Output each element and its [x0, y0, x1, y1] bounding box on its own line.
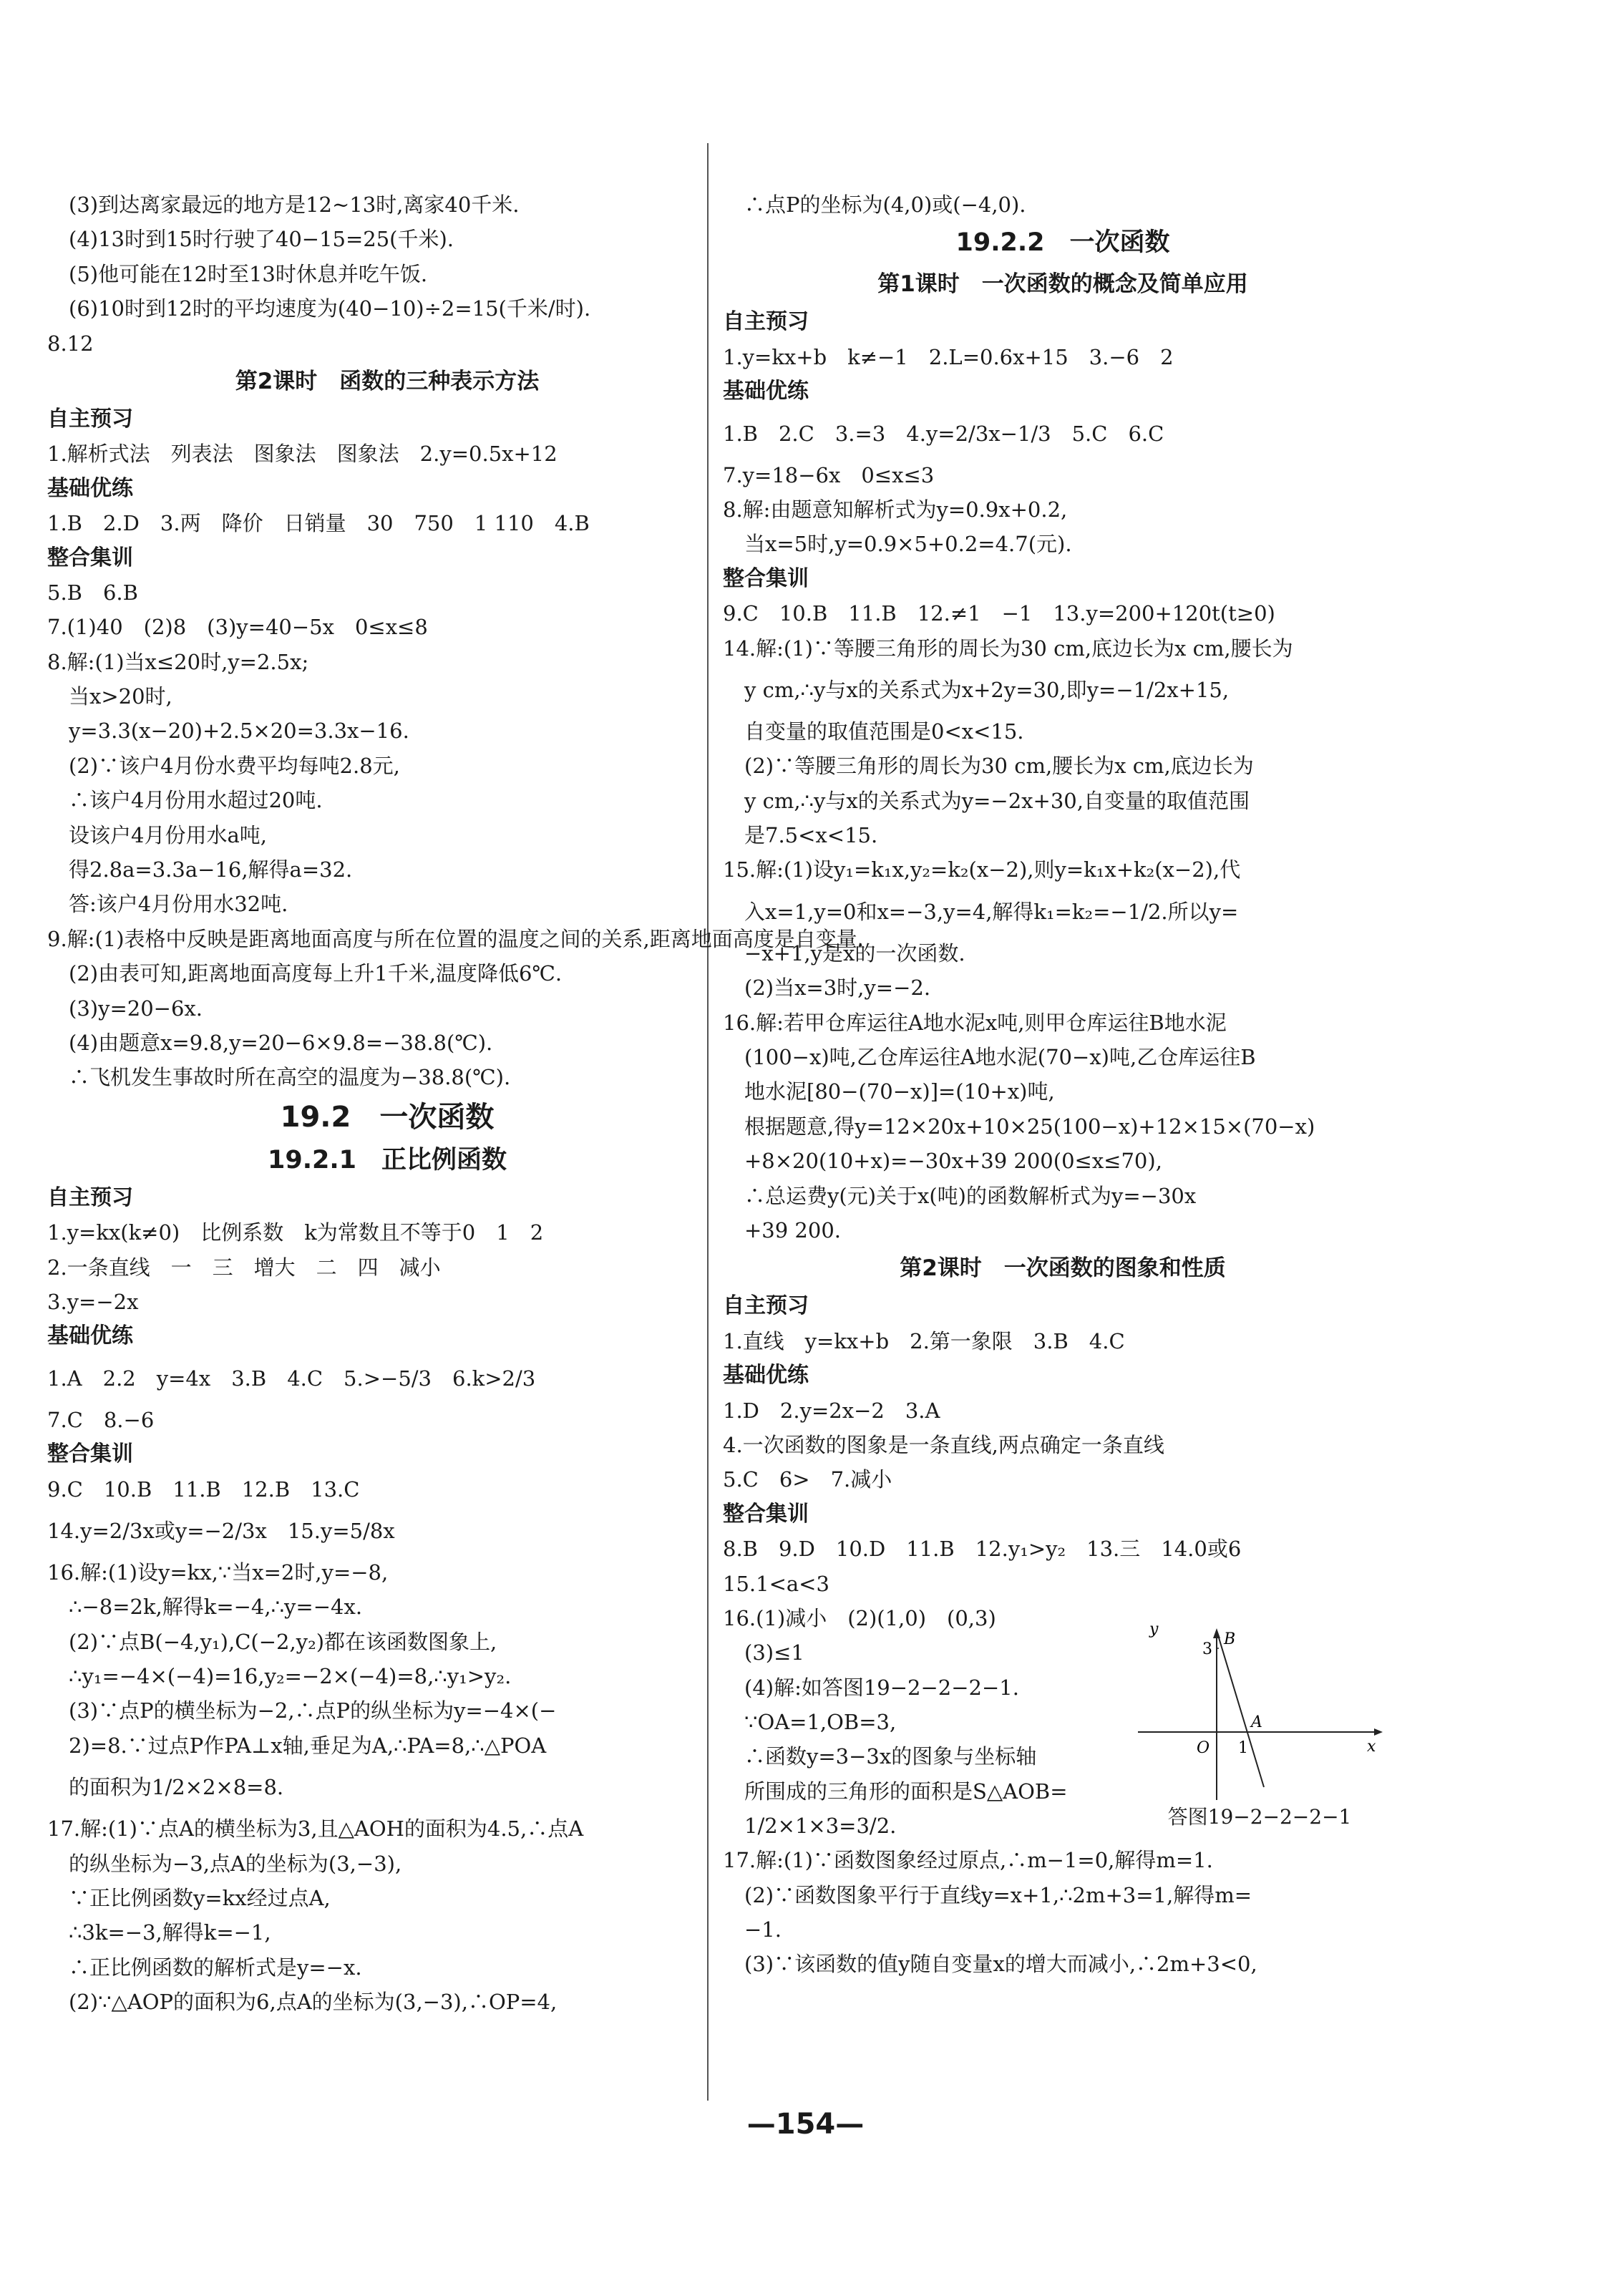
left-column-line: 1.解析式法 列表法 图象法 图象法 2.y=0.5x+12 — [47, 442, 558, 467]
right-column-line: (2)∵等腰三角形的周长为30 cm,腰长为x cm,底边长为 — [744, 754, 1254, 779]
left-column-line: (2)∵该户4月份水费平均每吨2.8元, — [69, 753, 400, 778]
right-column-line: y cm,∴y与x的关系式为y=−2x+30,自变量的取值范围 — [744, 788, 1250, 813]
figure-text-line: 所围成的三角形的面积是S△AOB= — [744, 1779, 1068, 1804]
left-column-line: 7.(1)40 (2)8 (3)y=40−5x 0≤x≤8 — [47, 615, 428, 640]
left-column-line: (3)y=20−6x. — [69, 996, 203, 1021]
left-column-line: ∴3k=−3,解得k=−1, — [69, 1920, 271, 1945]
left-column-line: (4)13时到15时行驶了40−15=25(千米). — [69, 227, 454, 252]
left-column-line: 第2课时 函数的三种表示方法 — [235, 368, 540, 394]
left-column-line: 9.C 10.B 11.B 12.B 13.C — [47, 1477, 360, 1502]
left-column-line: 基础优练 — [47, 1323, 133, 1349]
left-column-line: 19.2.1 正比例函数 — [267, 1145, 507, 1174]
left-column-line: ∴该户4月份用水超过20吨. — [69, 788, 323, 813]
left-column-line: 自主预习 — [47, 1185, 133, 1210]
left-column-line: 1.B 2.D 3.两 降价 日销量 30 750 1 110 4.B — [47, 511, 590, 536]
left-column-line: (5)他可能在12时至13时休息并吃午饭. — [69, 261, 428, 286]
left-column-line: y=3.3(x−20)+2.5×20=3.3x−16. — [69, 719, 409, 744]
right-column-line: 整合集训 — [723, 1501, 809, 1527]
label-a: A — [1251, 1713, 1262, 1732]
left-column-line: 9.解:(1)表格中反映是距离地面高度与所在位置的温度之间的关系,距离地面高度是自变量. — [47, 926, 864, 951]
right-column — [723, 188, 1403, 1982]
label-three: 3 — [1202, 1640, 1212, 1659]
left-column-line: 的纵坐标为−3,点A的坐标为(3,−3), — [69, 1851, 402, 1876]
label-x: x — [1367, 1738, 1376, 1756]
right-column-line: +39 200. — [744, 1217, 841, 1242]
left-column-line: 当x>20时, — [69, 684, 172, 709]
left-column-line: 答:该户4月份用水32吨. — [69, 892, 288, 917]
left-column-line: 2.一条直线 一 三 增大 二 四 减小 — [47, 1255, 441, 1280]
right-column-line: (2)当x=3时,y=−2. — [744, 976, 931, 1001]
figure-caption: 答图19−2−2−2−1 — [1167, 1805, 1352, 1829]
right-column-line: 自变量的取值范围是0<x<15. — [744, 719, 1024, 744]
right-column-line: 当x=5时,y=0.9×5+0.2=4.7(元). — [744, 532, 1072, 557]
figure-text-line: (3)≤1 — [744, 1640, 804, 1665]
figure-text-line: ∵OA=1,OB=3, — [744, 1710, 897, 1735]
left-column-line: 得2.8a=3.3a−16,解得a=32. — [69, 857, 353, 882]
right-column-line: 16.解:若甲仓库运往A地水泥x吨,则甲仓库运往B地水泥 — [723, 1010, 1227, 1035]
function-line — [1218, 1635, 1264, 1787]
right-column-line: ∴总运费y(元)关于x(吨)的函数解析式为y=−30x — [744, 1183, 1197, 1208]
right-column-line: 5.C 6> 7.减小 — [723, 1467, 892, 1492]
right-column-line: 是7.5<x<15. — [744, 823, 878, 848]
right-column-line: −x+1,y是x的一次函数. — [744, 940, 965, 965]
left-column-line: (2)∵△AOP的面积为6,点A的坐标为(3,−3),∴OP=4, — [69, 1990, 558, 2015]
right-column-line: 整合集训 — [723, 565, 809, 591]
figure-graph — [1131, 1621, 1388, 1829]
right-column-line: (3)∵该函数的值y随自变量x的增大而减小,∴2m+3<0, — [744, 1952, 1257, 1977]
right-column-line: 根据题意,得y=12×20x+10×25(100−x)+12×15×(70−x) — [744, 1114, 1315, 1139]
right-column-line: 1.D 2.y=2x−2 3.A — [723, 1398, 940, 1423]
left-column-line: (4)由题意x=9.8,y=20−6×9.8=−38.8(℃). — [69, 1030, 493, 1055]
left-column-line: 整合集训 — [47, 1441, 133, 1467]
label-o: O — [1197, 1739, 1210, 1758]
right-column-line: y cm,∴y与x的关系式为x+2y=30,即y=−1/2x+15, — [744, 677, 1230, 702]
right-column-line: 8.B 9.D 10.D 11.B 12.y₁>y₂ 13.三 14.0或6 — [723, 1537, 1242, 1562]
left-column-line: ∴−8=2k,解得k=−4,∴y=−4x. — [69, 1595, 363, 1620]
right-column-line: 基础优练 — [723, 379, 809, 404]
label-y: y — [1149, 1621, 1159, 1639]
left-column-line: 自主预习 — [47, 406, 133, 432]
right-column-line: 第2课时 一次函数的图象和性质 — [900, 1255, 1226, 1282]
right-column-line: 入x=1,y=0和x=−3,y=4,解得k₁=k₂=−1/2.所以y= — [744, 899, 1239, 924]
left-column-line: 的面积为1/2×2×8=8. — [69, 1775, 284, 1800]
right-column-line: 16.(1)减小 (2)(1,0) (0,3) — [723, 1605, 996, 1630]
left-column-line: ∴飞机发生事故时所在高空的温度为−38.8(℃). — [69, 1065, 511, 1090]
left-column-line: 17.解:(1)∵点A的横坐标为3,且△AOH的面积为4.5,∴点A — [47, 1816, 584, 1842]
left-column-line: 5.B 6.B — [47, 580, 138, 605]
graph-svg — [1131, 1621, 1388, 1807]
figure-text-line: (4)解:如答图19−2−2−2−1. — [744, 1675, 1019, 1700]
right-column-line: 1.直线 y=kx+b 2.第一象限 3.B 4.C — [723, 1328, 1125, 1353]
left-column-line: 3.y=−2x — [47, 1289, 139, 1314]
left-column-line: ∴正比例函数的解析式是y=−x. — [69, 1955, 362, 1980]
label-one: 1 — [1238, 1739, 1248, 1758]
right-column-line: 7.y=18−6x 0≤x≤3 — [723, 462, 935, 487]
figure-text-line: ∴函数y=3−3x的图象与坐标轴 — [744, 1744, 1037, 1769]
right-column-line: 1.y=kx+b k≠−1 2.L=0.6x+15 3.−6 2 — [723, 344, 1174, 369]
left-column-line: 16.解:(1)设y=kx,∵当x=2时,y=−8, — [47, 1560, 389, 1585]
left-column-line: 7.C 8.−6 — [47, 1407, 155, 1432]
left-column-line: 8.解:(1)当x≤20时,y=2.5x; — [47, 649, 309, 674]
right-column-line: 17.解:(1)∵函数图象经过原点,∴m−1=0,解得m=1. — [723, 1848, 1213, 1873]
x-axis-arrow — [1374, 1728, 1383, 1736]
left-column-line: (2)∵点B(−4,y₁),C(−2,y₂)都在该函数图象上, — [69, 1629, 497, 1654]
left-column-line: 1.A 2.2 y=4x 3.B 4.C 5.>−5/3 6.k>2/3 — [47, 1366, 536, 1391]
right-column-line: 14.解:(1)∵等腰三角形的周长为30 cm,底边长为x cm,腰长为 — [723, 636, 1293, 661]
left-column-line: ∴y₁=−4×(−4)=16,y₂=−2×(−4)=8,∴y₁>y₂. — [69, 1664, 512, 1689]
left-column-line: (6)10时到12时的平均速度为(40−10)÷2=15(千米/时). — [69, 296, 591, 321]
right-column-line: 15.解:(1)设y₁=k₁x,y₂=k₂(x−2),则y=k₁x+k₂(x−2),代 — [723, 857, 1241, 882]
left-column-line: 8.12 — [47, 331, 94, 356]
right-column-line: 第1课时 一次函数的概念及简单应用 — [877, 271, 1248, 298]
right-column-line: 1.B 2.C 3.=3 4.y=2/3x−1/3 5.C 6.C — [723, 421, 1164, 446]
left-column-line: 19.2 一次函数 — [280, 1100, 495, 1134]
left-column-line: 2)=8.∵过点P作PA⊥x轴,垂足为A,∴PA=8,∴△POA — [69, 1733, 547, 1758]
left-column-line: (3)到达离家最远的地方是12~13时,离家40千米. — [69, 193, 520, 217]
right-column-line: −1. — [744, 1917, 782, 1942]
right-column-line: 8.解:由题意知解析式为y=0.9x+0.2, — [723, 497, 1068, 522]
left-column-line: 14.y=2/3x或y=−2/3x 15.y=5/8x — [47, 1518, 395, 1543]
left-column-line: 基础优练 — [47, 475, 133, 501]
right-column-line: 地水泥[80−(70−x)]=(10+x)吨, — [744, 1079, 1055, 1104]
right-column-line: 19.2.2 一次函数 — [955, 228, 1170, 258]
left-column-line: (3)∵点P的横坐标为−2,∴点P的纵坐标为y=−4×(− — [69, 1698, 557, 1723]
right-column-line: 15.1<a<3 — [723, 1571, 829, 1596]
left-column-line: 1.y=kx(k≠0) 比例系数 k为常数且不等于0 1 2 — [47, 1220, 544, 1245]
left-column-line: ∵正比例函数y=kx经过点A, — [69, 1886, 331, 1911]
right-column-line: 基础优练 — [723, 1363, 809, 1388]
figure-text-line: 1/2×1×3=3/2. — [744, 1814, 897, 1839]
right-column-line: +8×20(10+x)=−30x+39 200(0≤x≤70), — [744, 1149, 1162, 1174]
right-column-line: (100−x)吨,乙仓库运往A地水泥(70−x)吨,乙仓库运往B — [744, 1045, 1256, 1070]
right-column-line: 自主预习 — [723, 1293, 809, 1319]
left-column-line: (2)由表可知,距离地面高度每上升1千米,温度降低6℃. — [69, 961, 563, 986]
right-column-line: 4.一次函数的图象是一条直线,两点确定一条直线 — [723, 1432, 1164, 1457]
left-column-line: 整合集训 — [47, 545, 133, 570]
left-column-line: 设该户4月份用水a吨, — [69, 822, 267, 847]
page-number: —154— — [746, 2108, 865, 2141]
right-column-line: 自主预习 — [723, 309, 809, 335]
label-b: B — [1224, 1630, 1236, 1649]
right-column-line: ∴点P的坐标为(4,0)或(−4,0). — [744, 193, 1026, 217]
right-column-line: 9.C 10.B 11.B 12.≠1 −1 13.y=200+120t(t≥0) — [723, 601, 1275, 626]
right-column-line: (2)∵函数图象平行于直线y=x+1,∴2m+3=1,解得m= — [744, 1882, 1252, 1907]
